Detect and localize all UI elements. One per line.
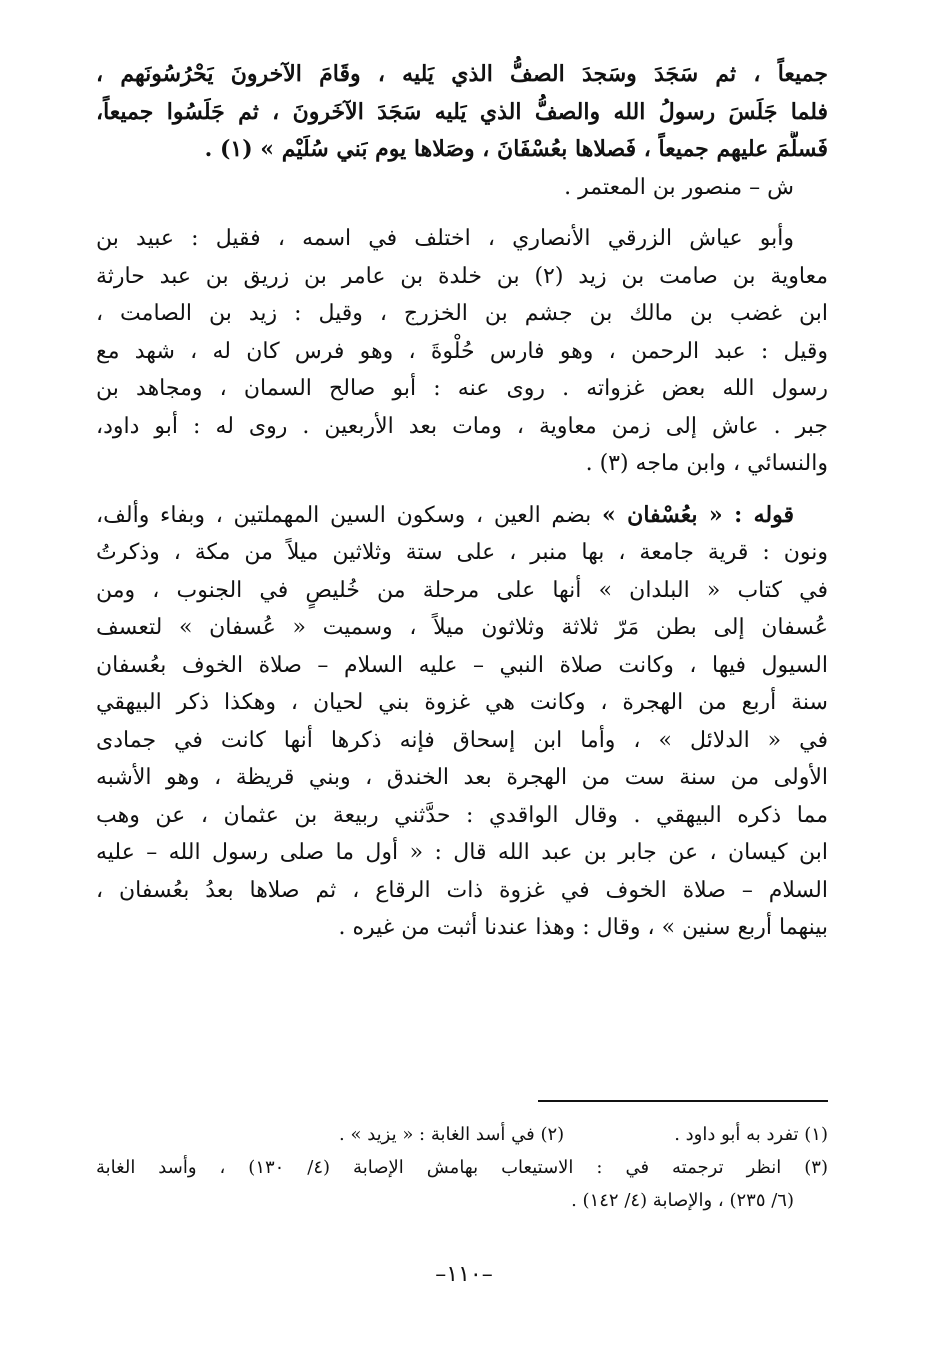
text-line: مما ذكره البيهقي . وقال الواقدي : حدَّثني ربيعة بن عثمان ، عن وهب [96, 802, 828, 828]
lemma-rest: بضم العين ، وسكون السين المهملتين ، وبفاء وألف، [96, 502, 603, 528]
text-line: سنة أربع من الهجرة ، وكانت هي غزوة بني لحيان ، وهكذا ذكر البيهقي [96, 690, 828, 715]
text-line: عُسفان إلى بطن مَرّ ثلاثة وثلاثون ميلاً ، وسميت « عُسفان » لتعسف [96, 615, 828, 640]
paragraph-gap [96, 206, 828, 220]
text-line: في « الدلائل » ، وأما ابن إسحاق فإنه ذكرها أنها كانت في جمادى [96, 727, 828, 753]
footnote-divider [538, 1100, 828, 1102]
text-line: وأبو عياش الزرقي الأنصاري ، اختلف في اسمه ، فقيل : عبيد بن [96, 226, 794, 251]
paragraph-hadith-end [96, 56, 828, 169]
text-line: رسول الله بعض غزواته . روى عنه : أبو صالح السمان ، ومجاهد بن [96, 376, 828, 401]
text-line: جبر . عاش إلى زمن معاوية ، ومات بعد الأربعين . روى له : أبو داود، [96, 413, 828, 439]
text-line: ابن غضب بن مالك بن جشم بن الخزرج ، وقيل : زيد بن الصامت ، [96, 301, 828, 326]
text-line: السلام – صلاة الخوف في غزوة ذات الرقاع ، ثم صلاها بعدُ بعُسفان ، [96, 877, 828, 903]
text-line: ابن كيسان ، عن جابر بن عبد الله قال : « أول ما صلى رسول الله – عليه [96, 840, 828, 865]
text-line: فلما جَلَسَ رسولُ الله والصفُّ الذي يَليه سَجَدَ الآخَرونَ ، ثم جَلَسُوا جميعاً، [96, 98, 828, 125]
page-body [96, 56, 828, 947]
footnote-2: (٢) في أسد الغابة : « يزيد » . [339, 1124, 565, 1145]
footnotes [96, 1118, 828, 1217]
text-line: بينهما أربع سنين » ، وقال : وهذا عندنا أثبت من غيره . [338, 915, 828, 940]
text-line: جميعاً ، ثم سَجَدَ وسَجدَ الصفُّ الذي يَليه ، وقَامَ الآخرونَ يَحْرُسُونَهم ، [96, 61, 828, 87]
paragraph-biography [96, 220, 828, 483]
text-line: معاوية بن صامت بن زيد (٢) بن خلدة بن عامر بن زريق بن عبد حارثة [96, 263, 828, 289]
text-line: فَسلَّمَ عليهم جميعاً ، فَصلاها بعُسْفَانَ ، وصَلاها يوم بَني سُلَيْم » (١) . [204, 136, 828, 162]
text-line: ونون : قرية جامعة ، بها منبر ، على ستة وثلاثين ميلاً من مكة ، وذكرتُ [96, 540, 828, 565]
footnote-3-continued: (٦/ ٢٣٥) ، والإصابة (٤/ ١٤٢) . [571, 1190, 794, 1211]
page-number: –١١٠– [435, 1262, 493, 1287]
text-line: الأولى من سنة ست من الهجرة بعد الخندق ، وبني قريظة ، وهو الأشبه [96, 765, 828, 790]
text-line: السيول فيها ، وكانت صلاة النبي – عليه السلام – صلاة الخوف بعُسفان [96, 652, 828, 678]
lemma-heading: قوله : « بعُسْفان » [602, 501, 794, 528]
text-line: والنسائي ، وابن ماجه (٣) . [585, 451, 828, 476]
footnote-row [96, 1118, 828, 1151]
text-line [96, 497, 828, 535]
text-line: في كتاب « البلدان » أنها على مرحلة من خُليصٍ في الجنوب ، ومن [96, 577, 828, 603]
text-line: وقيل : عبد الرحمن ، وهو فارس حُلْوةَ ، وهو فرس كان له ، شهد مع [96, 338, 828, 364]
footnote-1: (١) تفرد به أبو داود . [674, 1124, 828, 1145]
paragraph-commentary-intro [96, 169, 828, 207]
text-line: ش – منصور بن المعتمر . [564, 174, 794, 200]
paragraph-usfan [96, 497, 828, 947]
paragraph-gap [96, 483, 828, 497]
footnote-3: (٣) انظر ترجمته في : الاستيعاب بهامش الإصابة (٤/ ١٣٠) ، وأسد الغابة [96, 1157, 828, 1178]
